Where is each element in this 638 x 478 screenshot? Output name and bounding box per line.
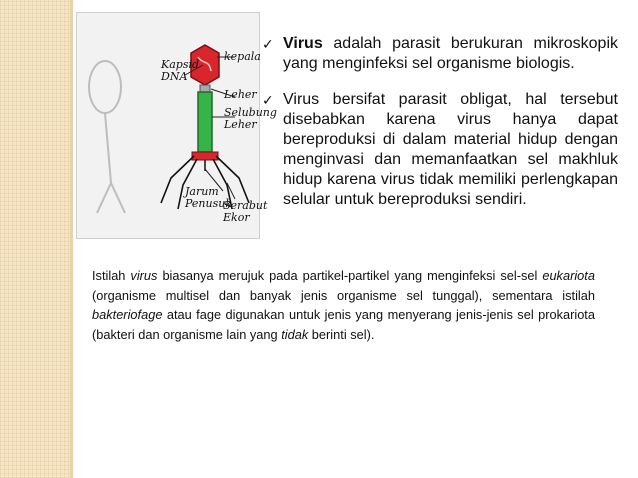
para-italic: virus bbox=[130, 268, 158, 283]
bullet-bold-term: Virus bbox=[283, 35, 323, 52]
bullet-text: Virus bersifat parasit obligat, hal tersebut disebabkan karena virus hanya dapat bereproduksi di dalam material hidup dengan menginvasi dan memanfaatkan sel makhluk hidup karena virus tidak memiliki perlengkapan selular untuk bereproduksi sendiri. bbox=[283, 91, 618, 208]
label-leher: Leher bbox=[224, 88, 257, 101]
label-ekor: Ekor bbox=[223, 211, 250, 224]
bullet-text: adalah parasit berukuran mikroskopik yang menginfeksi sel organisme biologis. bbox=[283, 35, 618, 72]
label-selubung-leher: Leher bbox=[224, 118, 257, 131]
phage-collar bbox=[200, 85, 210, 92]
para-italic: eukariota bbox=[542, 268, 595, 283]
bacteriophage-figure bbox=[76, 12, 277, 239]
para-text: atau fage digunakan untuk jenis yang menyerang jenis-jenis sel prokariota (bakteri dan organisme lain yang bbox=[92, 307, 595, 342]
para-text: (organisme multisel dan banyak jenis organisme sel tunggal), sementara istilah bbox=[92, 287, 595, 303]
para-italic: tidak bbox=[281, 326, 309, 342]
para-text: biasanya merujuk pada partikel-partikel yang menginfeksi sel-sel bbox=[157, 268, 543, 283]
para-italic: bakteriofage bbox=[92, 307, 163, 322]
micrograph-phage bbox=[89, 61, 125, 213]
label-kapsid: Kapsid bbox=[161, 58, 200, 71]
bullet-list bbox=[262, 34, 618, 210]
label-selubung: Selubung bbox=[224, 106, 277, 119]
virus-term-paragraph bbox=[92, 266, 595, 344]
label-kepala: kepala bbox=[224, 50, 261, 63]
phage-baseplate bbox=[192, 152, 218, 160]
label-penusuk: Penusuk bbox=[185, 197, 232, 210]
phage-sheath bbox=[198, 92, 212, 152]
label-serabut: Serabut bbox=[223, 199, 268, 212]
label-jarum: Jarum bbox=[185, 185, 219, 198]
checkmark-icon: ✓ bbox=[262, 93, 274, 109]
left-band-rule bbox=[70, 0, 73, 478]
label-dna: DNA bbox=[161, 70, 188, 83]
bacteriophage-diagram bbox=[77, 13, 277, 238]
checkmark-icon: ✓ bbox=[262, 37, 274, 53]
para-text: Istilah bbox=[92, 268, 131, 283]
bullet-item bbox=[262, 90, 618, 210]
bullet-item bbox=[262, 34, 618, 74]
para-text: berinti sel). bbox=[308, 326, 375, 342]
left-decorative-band bbox=[0, 0, 70, 478]
